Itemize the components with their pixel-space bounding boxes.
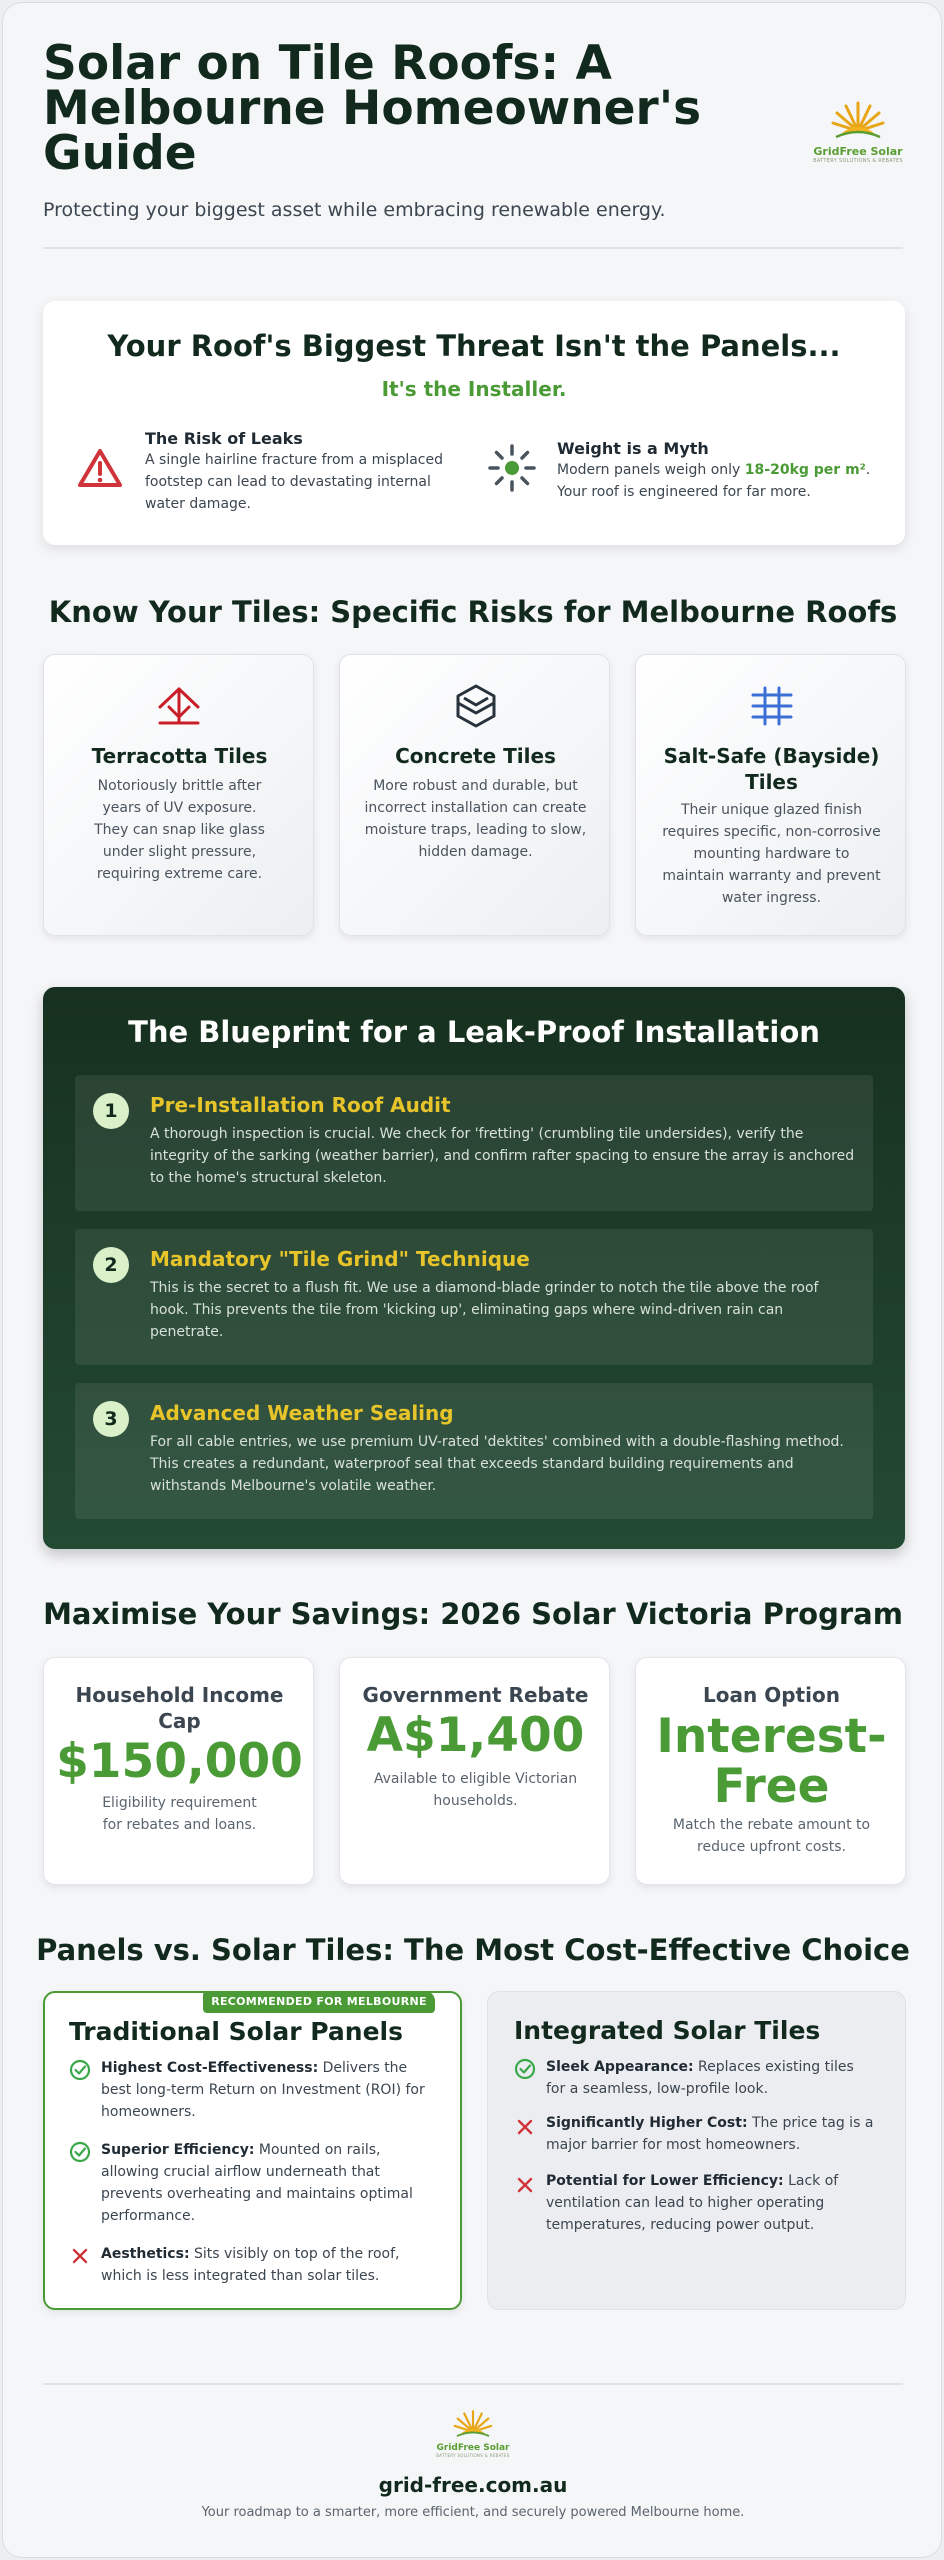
comparison-feature: Highest Cost-Effectiveness: Delivers the best long-term Return on Investment (ROI) for homeowners. <box>101 2060 425 2120</box>
stat-note: Available to eligible Victorian households. <box>373 1771 578 1809</box>
sun-icon <box>487 443 537 493</box>
tile-title: Concrete Tiles <box>395 744 556 768</box>
stat-value: $150,000 <box>56 1734 303 1789</box>
tile-card-concrete <box>339 654 610 936</box>
blueprint-heading: The Blueprint for a Leak-Proof Installation <box>128 1015 820 1049</box>
step-number: 2 <box>93 1247 129 1283</box>
step-title: Advanced Weather Sealing <box>150 1401 454 1425</box>
comparison-feature: Aesthetics: Sits visibly on top of the roof, which is less integrated than solar tiles. <box>101 2246 400 2284</box>
comparison-feature: Sleek Appearance: Replaces existing tiles for a seamless, low-profile look. <box>546 2059 854 2097</box>
footer-divider <box>43 2383 903 2385</box>
logo-name: GridFree Solar <box>813 145 903 158</box>
footer-note: Your roadmap to a smarter, more efficient, and securely powered Melbourne home. <box>201 2505 745 2520</box>
grid-hash-icon <box>749 685 795 727</box>
comparison-feature: Superior Efficiency: Mounted on rails, allowing crucial airflow underneath that prevents overheating and maintains optimal performance. <box>101 2142 413 2224</box>
stat-label: Loan Option <box>703 1683 840 1707</box>
step-number: 1 <box>93 1093 129 1129</box>
blueprint-step <box>75 1075 873 1211</box>
footer-url-link[interactable]: grid-free.com.au <box>378 2473 568 2497</box>
logo-name: GridFree Solar <box>436 2443 510 2453</box>
comparison-heading: Panels vs. Solar Tiles: The Most Cost-Effective Choice <box>36 1933 910 1967</box>
cross-icon <box>514 2116 536 2138</box>
stat-card-income-cap <box>43 1657 314 1885</box>
weight-text-before: Modern panels weigh only <box>557 462 745 478</box>
comparison-feature: Potential for Lower Efficiency: Lack of ventilation can lead to higher operating temperatures, reducing power output. <box>546 2173 839 2233</box>
page-title: Solar on Tile Roofs: A Melbourne Homeowner's Guide <box>43 36 702 181</box>
weight-text-after: . Your roof is engineered for far more. <box>557 462 871 500</box>
comparison-title: Integrated Solar Tiles <box>514 2016 821 2045</box>
tile-text: More robust and durable, but incorrect installation can create moisture traps, leading to slow, hidden damage. <box>364 778 587 860</box>
weight-myth-title: Weight is a Myth <box>557 439 709 458</box>
header-logo <box>803 97 913 164</box>
threat-card <box>43 301 905 545</box>
sun-logo-icon <box>828 97 888 141</box>
savings-heading: Maximise Your Savings: 2026 Solar Victoria Program <box>43 1597 903 1631</box>
step-number: 3 <box>93 1401 129 1437</box>
terracotta-roof-icon <box>156 685 202 727</box>
layers-icon <box>454 683 498 729</box>
comparison-solar-tiles-card <box>487 1991 906 2310</box>
stat-card-rebate <box>339 1657 610 1885</box>
comparison-title: Traditional Solar Panels <box>69 2017 403 2046</box>
tile-title: Salt-Safe (Bayside) Tiles <box>663 744 880 794</box>
stat-note: Match the rebate amount to reduce upfront costs. <box>672 1817 871 1855</box>
header-divider <box>43 247 903 249</box>
weight-highlight: 18-20kg per m² <box>744 462 866 478</box>
logo-tagline: BATTERY SOLUTIONS & REBATES <box>813 158 903 164</box>
infographic-page <box>2 2 942 2558</box>
stat-label: Government Rebate <box>362 1683 589 1707</box>
tiles-heading: Know Your Tiles: Specific Risks for Melbourne Roofs <box>48 595 898 629</box>
tile-card-salt-safe <box>635 654 906 936</box>
tile-title: Terracotta Tiles <box>91 744 268 768</box>
stat-card-loan <box>635 1657 906 1885</box>
stat-note: Eligibility requirement for rebates and loans. <box>102 1795 257 1833</box>
warning-triangle-icon <box>77 447 123 489</box>
check-circle-icon <box>514 2058 536 2080</box>
cross-icon <box>69 2245 91 2267</box>
tile-card-terracotta <box>43 654 314 936</box>
threat-heading: Your Roof's Biggest Threat Isn't the Panels... <box>107 329 841 363</box>
check-circle-icon <box>69 2059 91 2081</box>
tile-text: Their unique glazed finish requires specific, non-corrosive mounting hardware to maintain warranty and prevent water ingress. <box>662 802 881 906</box>
stat-value: A$1,400 <box>366 1708 585 1763</box>
footer-logo <box>418 2407 528 2458</box>
blueprint-step <box>75 1229 873 1365</box>
sun-logo-icon <box>451 2407 495 2439</box>
cross-icon <box>514 2174 536 2196</box>
step-text: This is the secret to a flush fit. We use a diamond-blade grinder to notch the tile above the roof hook. This prevents the tile from 'kicking up', eliminating gaps where wind-driven rain can penetrate. <box>150 1280 819 1340</box>
blueprint-section <box>43 987 905 1549</box>
step-title: Pre-Installation Roof Audit <box>150 1093 451 1117</box>
tile-text: Notoriously brittle after years of UV exposure. They can snap like glass under slight pressure, requiring extreme care. <box>94 778 265 882</box>
blueprint-step <box>75 1383 873 1519</box>
step-title: Mandatory "Tile Grind" Technique <box>150 1247 530 1271</box>
recommended-badge: RECOMMENDED FOR MELBOURNE <box>203 1991 435 2013</box>
leak-risk-text: A single hairline fracture from a misplaced footstep can lead to devastating internal water damage. <box>145 452 444 512</box>
stat-value: Interest-Free <box>656 1709 887 1814</box>
comparison-feature: Significantly Higher Cost: The price tag is a major barrier for most homeowners. <box>546 2115 874 2153</box>
leak-risk-title: The Risk of Leaks <box>145 429 303 448</box>
comparison-panels-card <box>43 1991 462 2310</box>
check-circle-icon <box>69 2141 91 2163</box>
weight-myth-text <box>557 459 887 503</box>
threat-subheading: It's the Installer. <box>381 377 567 401</box>
step-text: For all cable entries, we use premium UV-rated 'dektites' combined with a double-flashing method. This creates a redundant, waterproof seal that exceeds standard building requirements and withstands Melbourne's volatile weather. <box>150 1434 844 1494</box>
stat-label: Household Income Cap <box>75 1683 284 1733</box>
step-text: A thorough inspection is crucial. We check for 'fretting' (crumbling tile undersides), verify the integrity of the sarking (weather barrier), and confirm rafter spacing to ensure the array is anchored to the home's structural skeleton. <box>150 1126 855 1186</box>
logo-tagline: BATTERY SOLUTIONS & REBATES <box>436 2453 510 2458</box>
page-subtitle: Protecting your biggest asset while embracing renewable energy. <box>43 199 666 221</box>
